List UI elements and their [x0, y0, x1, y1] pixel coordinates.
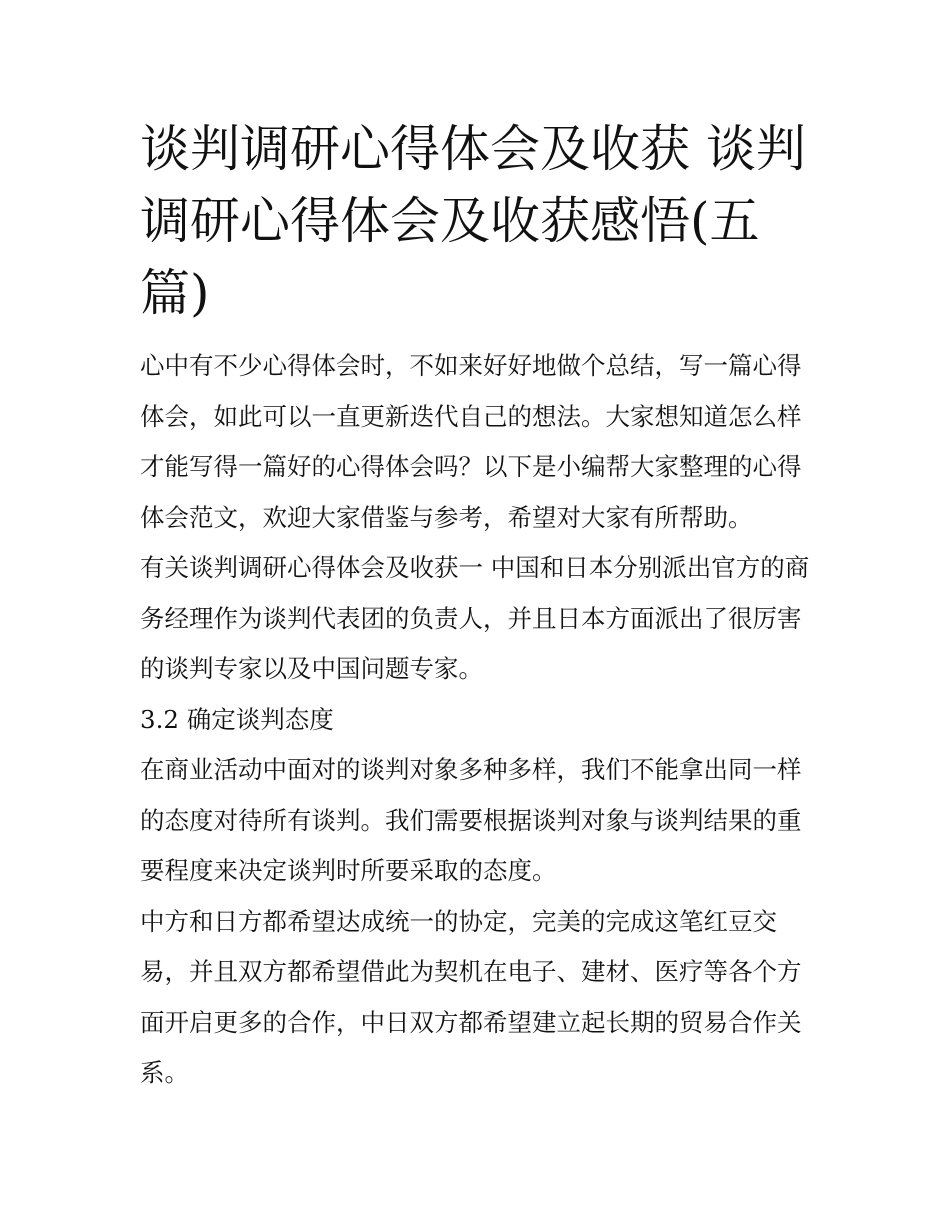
section-paragraph: 中方和日方都希望达成统一的协定，完美的完成这笔红豆交易，并且双方都希望借此为契机在电子、建材、医疗等各个方面开启更多的合作，中日双方都希望建立起长期的贸易合作关系。 [140, 906, 802, 1087]
document-title: 谈判调研心得体会及收获 谈判调研心得体会及收获感悟(五篇) [140, 120, 806, 322]
section-heading: 3.2 确定谈判态度 [140, 704, 334, 734]
intro-paragraph: 心中有不少心得体会时，不如来好好地做个总结，写一篇心得体会，如此可以一直更新迭代自己的想法。大家想知道怎么样才能写得一篇好的心得体会吗？以下是小编帮大家整理的心得体会范文，欢迎大家借鉴与参考，希望对大家有所帮助。 [140, 351, 802, 532]
section-paragraph: 在商业活动中面对的谈判对象多种多样，我们不能拿出同一样的态度对待所有谈判。我们需要根据谈判对象与谈判结果的重要程度来决定谈判时所要采取的态度。 [140, 755, 802, 885]
document-body [140, 113, 820, 1099]
body-paragraph: 有关谈判调研心得体会及收获一 中国和日本分别派出官方的商务经理作为谈判代表团的负责人，并且日本方面派出了很厉害的谈判专家以及中国问题专家。 [140, 553, 810, 683]
